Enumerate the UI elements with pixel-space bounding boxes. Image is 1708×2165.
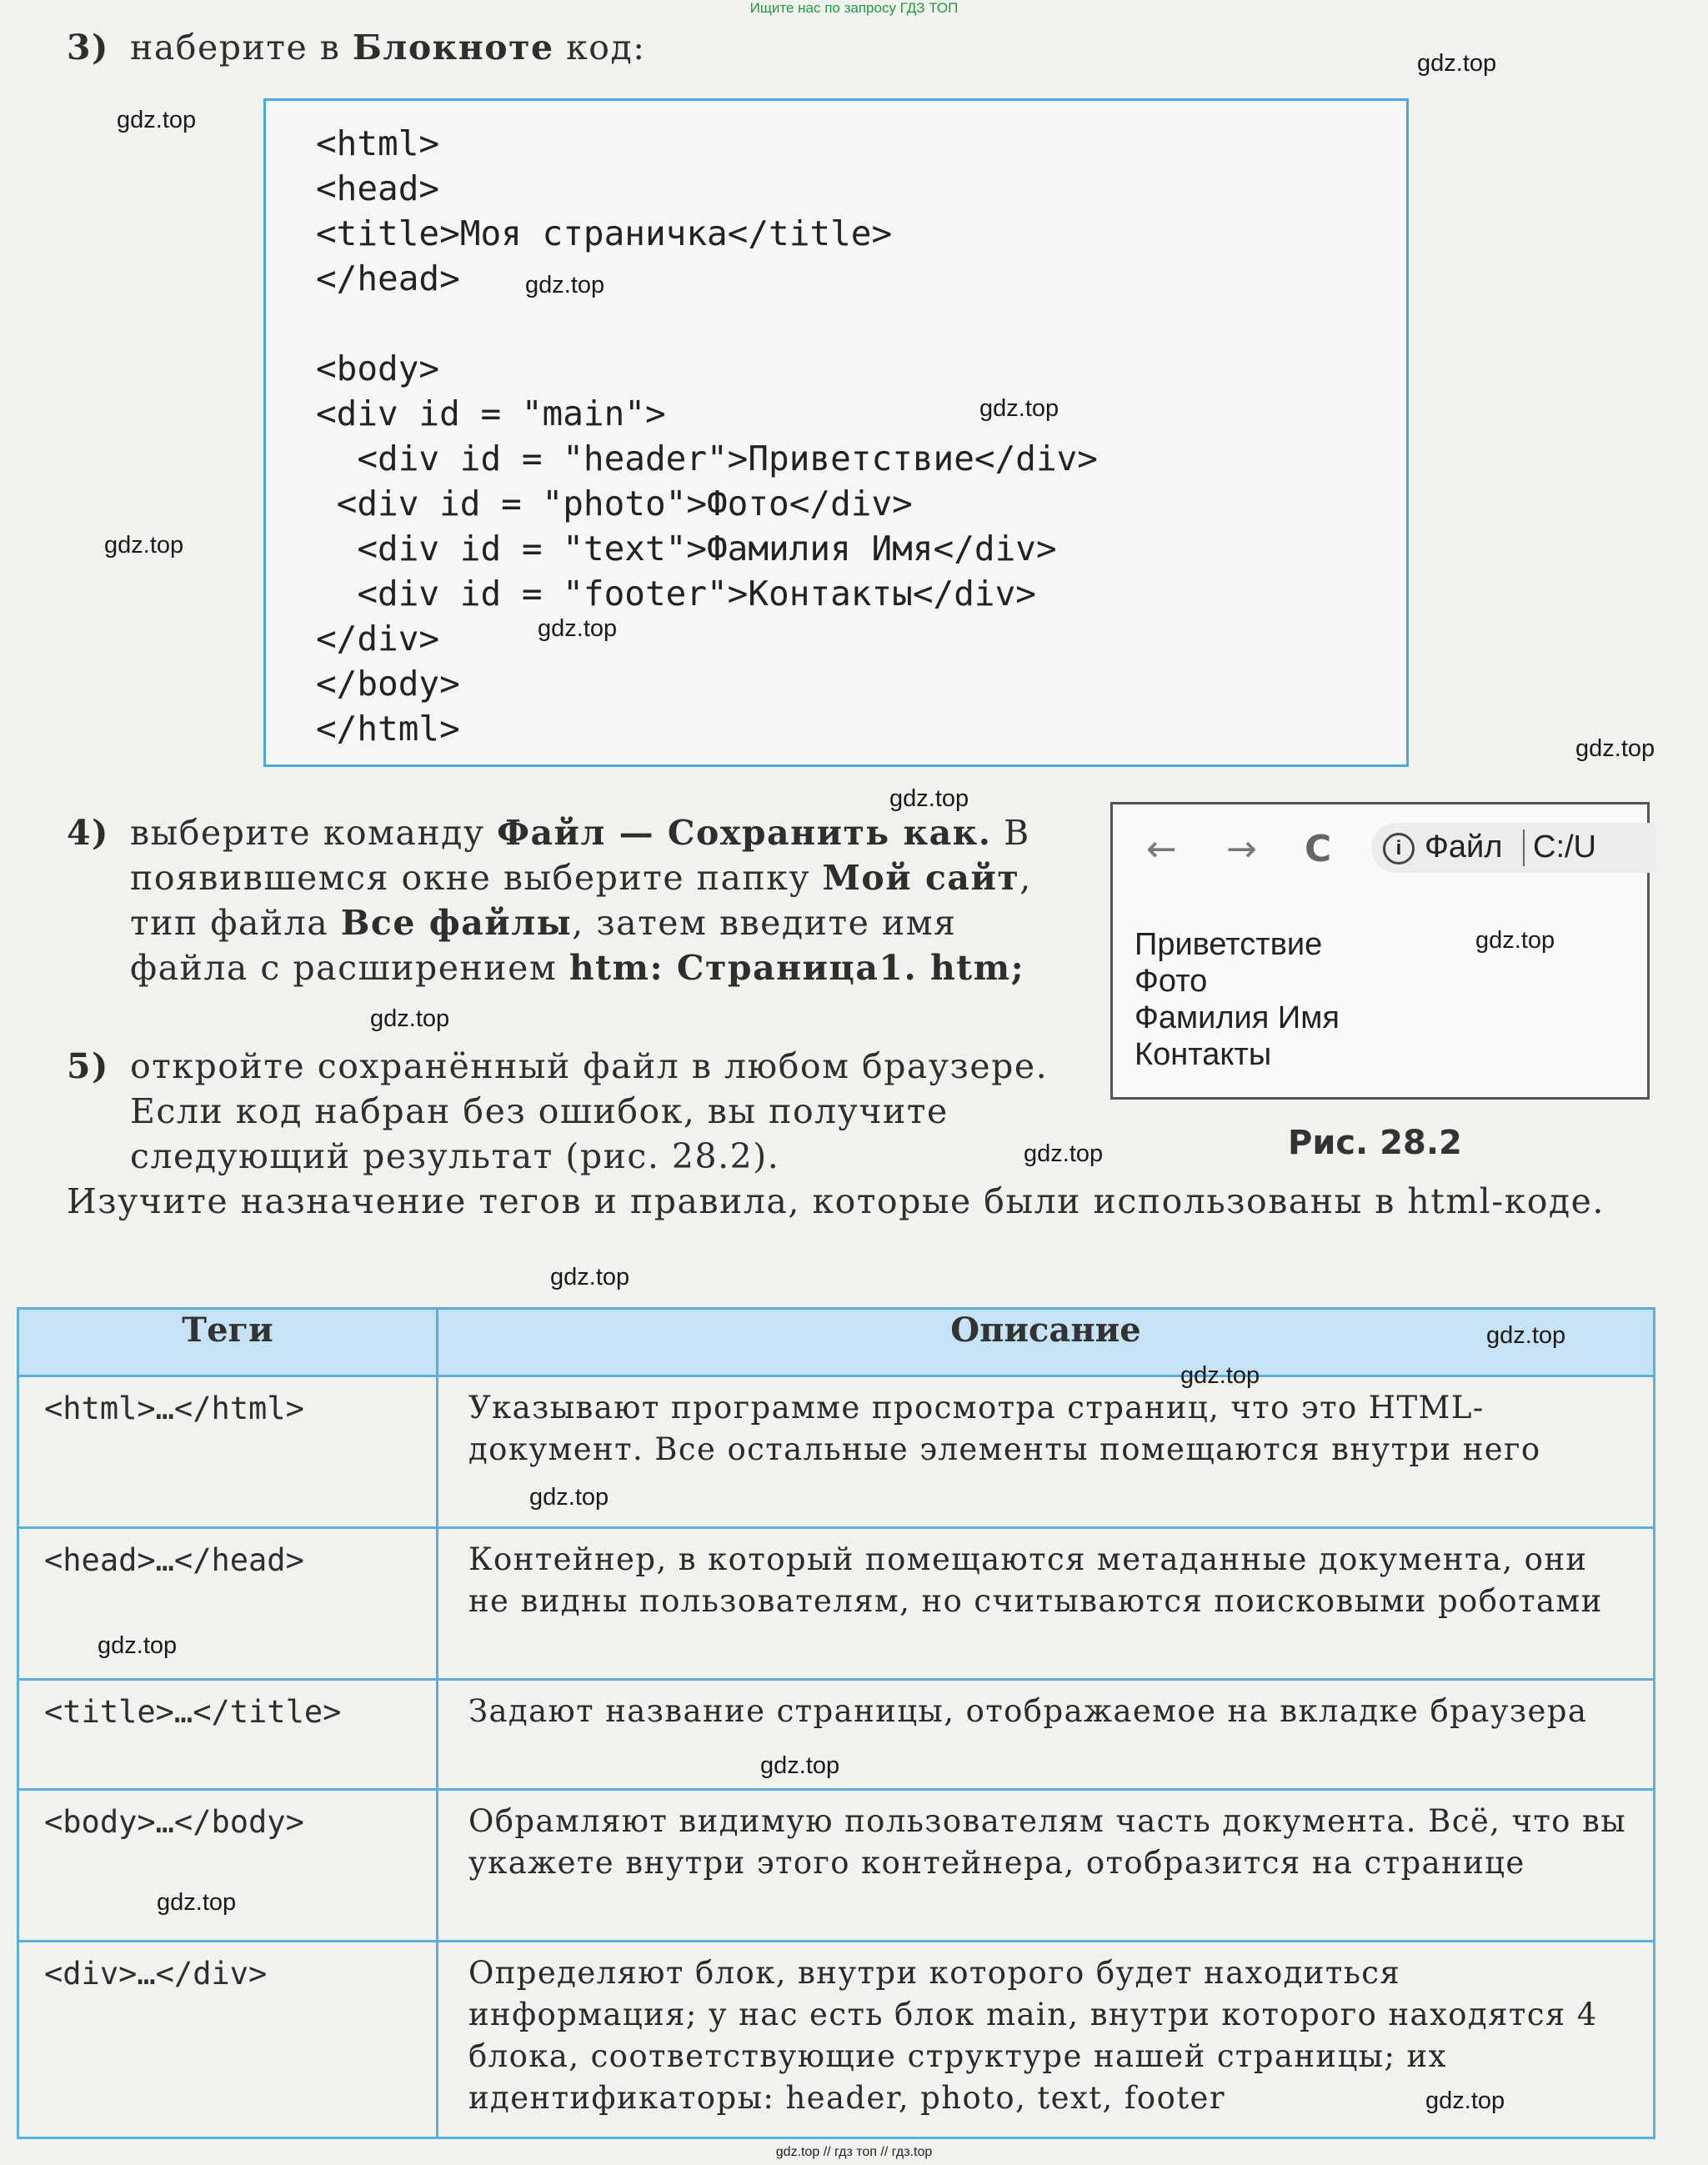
- code-line: <title>Моя страничка</title>: [316, 213, 893, 253]
- column-header-description: Описание: [438, 1309, 1655, 1376]
- page-line-footer: Контакты: [1134, 1037, 1272, 1072]
- step-4-text: , затем введите имя файла с расширением: [130, 903, 957, 988]
- top-banner: Ищите нас по запросу ГДЗ ТОП: [749, 0, 959, 16]
- step-5-text: откройте сохранённый файл в любом браузере. Если код набран без ошибок, вы получите следующий результат (рис. 28.2).: [130, 1046, 1049, 1176]
- code-line: </body>: [316, 664, 460, 704]
- address-divider: [1523, 829, 1525, 866]
- watermark-text: gdz.top: [157, 1889, 237, 1916]
- step-3-text-b: код:: [553, 28, 646, 68]
- code-line: [316, 301, 1098, 346]
- page-line-photo: Фото: [1134, 964, 1208, 999]
- watermark-text: gdz.top: [1486, 1322, 1566, 1349]
- code-listing-box: [263, 98, 1409, 767]
- code-line: <div id = "main">: [316, 393, 666, 434]
- step-5-number: 5): [67, 1046, 109, 1086]
- description-cell: Определяют блок, внутри которого будет находиться информация; у нас есть блок main, внутри которого находятся 4 блока, соответствующие структуре нашей страницы; их идентификаторы: header, photo, text, footer: [438, 1942, 1655, 2138]
- step-4-bold: htm: Страница1. htm;: [568, 948, 1025, 988]
- back-arrow-icon[interactable]: ←: [1146, 828, 1177, 870]
- table-header-row: [18, 1309, 1655, 1376]
- watermark-text: gdz.top: [1425, 2087, 1505, 2114]
- watermark-text: gdz.top: [1575, 735, 1655, 762]
- tag-cell: <div>…</div>: [18, 1942, 438, 2138]
- watermark-text: gdz.top: [979, 395, 1059, 422]
- tag-cell: <head>…</head>: [18, 1528, 438, 1680]
- watermark-text: gdz.top: [525, 272, 605, 298]
- info-icon[interactable]: i: [1383, 833, 1415, 864]
- step-4-text: В появившемся окне выберите папку: [130, 813, 1030, 898]
- forward-arrow-icon[interactable]: →: [1226, 828, 1257, 870]
- table-row: [18, 1942, 1655, 2138]
- column-header-tags: Теги: [18, 1309, 438, 1376]
- description-cell: Обрамляют видимую пользователям часть документа. Всё, что вы укажете внутри этого контейнера, отобразится на странице: [438, 1790, 1655, 1942]
- tags-table: [17, 1307, 1655, 2139]
- watermark-text: gdz.top: [889, 785, 969, 812]
- figure-caption: Рис. 28.2: [1288, 1124, 1462, 1162]
- code-line: <head>: [316, 168, 440, 208]
- watermark-text: gdz.top: [538, 615, 618, 642]
- code-line: <div id = "text">Фамилия Имя</div>: [316, 529, 1057, 569]
- page-line-header: Приветствие: [1134, 927, 1323, 962]
- code-line: <div id = "footer">Контакты</div>: [316, 574, 1036, 614]
- watermark-text: gdz.top: [1024, 1140, 1104, 1167]
- step-3-number: 3): [67, 28, 109, 68]
- tag-cell: <html>…</html>: [18, 1376, 438, 1528]
- step-4-text: выберите команду: [130, 813, 498, 853]
- code-line: <html>: [316, 123, 440, 163]
- step-4-bold: Файл — Сохранить как.: [497, 813, 992, 853]
- address-tab-label: Файл: [1425, 829, 1503, 864]
- code-line: </head>: [316, 258, 460, 298]
- table-row: [18, 1790, 1655, 1942]
- table-row: [18, 1376, 1655, 1528]
- watermark-text: gdz.top: [760, 1752, 840, 1779]
- address-url: C:/U: [1533, 829, 1596, 864]
- step-3: [67, 25, 646, 70]
- watermark-text: gdz.top: [1180, 1362, 1260, 1389]
- description-cell: Контейнер, в который помещаются метаданные документа, они не видны пользователям, но считываются поисковыми роботами: [438, 1528, 1655, 1680]
- watermark-text: gdz.top: [117, 107, 197, 133]
- bottom-banner: gdz.top // гдз топ // гдз.top: [775, 2145, 933, 2159]
- description-cell: Указывают программе просмотра страниц, что это HTML-документ. Все остальные элементы помещаются внутри него: [438, 1376, 1655, 1528]
- step-4: [67, 810, 1059, 990]
- watermark-text: gdz.top: [98, 1632, 178, 1659]
- study-paragraph: Изучите назначение тегов и правила, которые были использованы в html-коде.: [67, 1181, 1605, 1221]
- tag-cell: <title>…</title>: [18, 1680, 438, 1790]
- step-4-text: , тип файла: [130, 858, 1032, 943]
- code-line: </html>: [316, 709, 460, 749]
- browser-toolbar: [1113, 804, 1647, 888]
- step-5: [67, 1044, 1059, 1179]
- page-line-text: Фамилия Имя: [1134, 1000, 1340, 1035]
- watermark-text: gdz.top: [529, 1484, 609, 1511]
- description-cell: Задают название страницы, отображаемое на вкладке браузера: [438, 1680, 1655, 1790]
- tag-cell: <body>…</body>: [18, 1790, 438, 1942]
- step-4-bold: Мой сайт: [822, 858, 1020, 898]
- code-line: </div>: [316, 619, 440, 659]
- table-row: [18, 1528, 1655, 1680]
- step-3-text-a: наберите в: [130, 28, 353, 68]
- browser-page-content: [1134, 926, 1340, 1073]
- code-line: <div id = "photo">Фото</div>: [316, 484, 913, 524]
- reload-icon[interactable]: C: [1305, 828, 1332, 870]
- step-4-number: 4): [67, 813, 109, 853]
- address-bar[interactable]: [1371, 823, 1655, 873]
- code-line: <body>: [316, 348, 440, 388]
- watermark-text: gdz.top: [104, 532, 184, 559]
- watermark-text: gdz.top: [370, 1005, 450, 1032]
- step-3-bold: Блокноте: [352, 28, 554, 68]
- code-line: <div id = "header">Приветствие</div>: [316, 439, 1098, 479]
- watermark-text: gdz.top: [1475, 927, 1555, 954]
- code-listing: [316, 121, 1098, 751]
- step-4-bold: Все файлы: [340, 903, 573, 943]
- browser-window-figure: [1110, 802, 1650, 1100]
- watermark-text: gdz.top: [550, 1264, 630, 1290]
- watermark-text: gdz.top: [1417, 50, 1497, 77]
